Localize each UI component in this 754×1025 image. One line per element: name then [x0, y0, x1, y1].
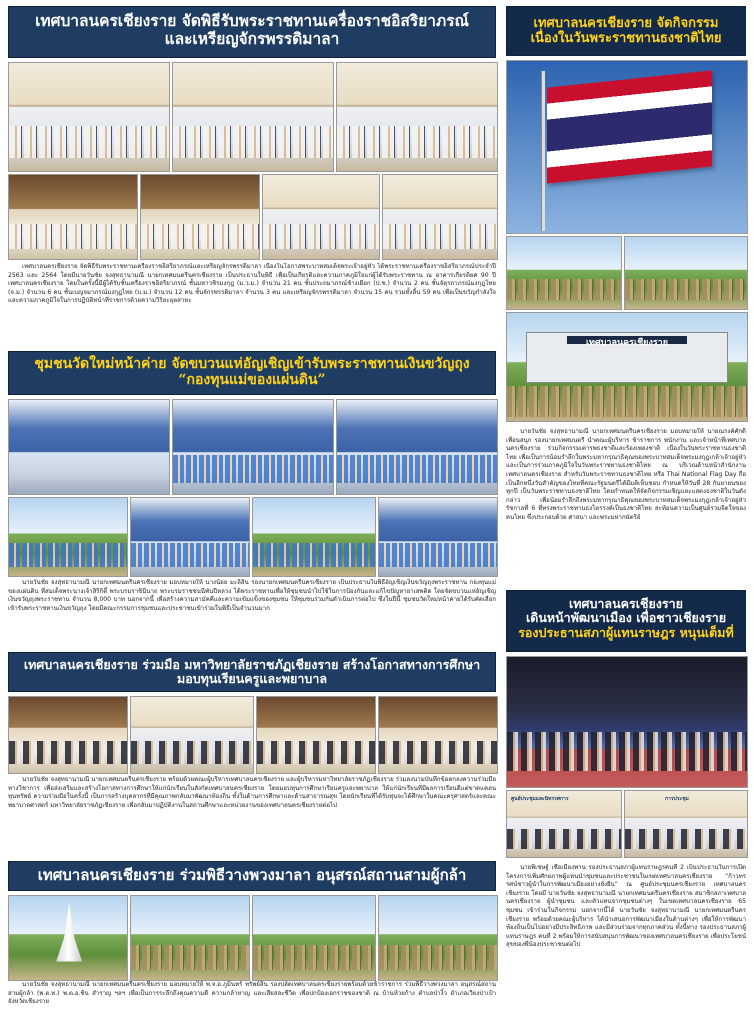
parade-photo: [130, 497, 250, 577]
signing-photo: [256, 696, 376, 774]
ceremony-photo: [172, 399, 334, 495]
assembly-photo: [624, 236, 748, 310]
section-royal-decorations: [8, 6, 496, 351]
title-line-2: “กองทุนแม่ของแผ่นดิน”: [178, 372, 326, 389]
title-line-1: เทศบาลนครเชียงราย ร่วมพิธีวางพวงมาลา อนุสรณ์สถานสามผู้กล้า: [37, 866, 467, 884]
article-body: [8, 263, 496, 351]
flag-pole: [541, 71, 545, 231]
monument-photo: [130, 895, 250, 981]
screen-caption: การประชุม: [665, 796, 689, 802]
title-line-1: ชุมชนวัดใหม่หน้าค่าย จัดขบวนแห่อัญเชิญเข้ารับพระราชทานเงินขวัญถุง: [34, 356, 470, 372]
title-line-2: เดินหน้าพัฒนาเมือง เพื่อชาวเชียงราย: [525, 610, 727, 626]
section-title: [506, 6, 746, 56]
flag-photo: [506, 60, 748, 234]
title-line-1: เทศบาลนครเชียงราย จัดพิธีรับพระราชทานเครื่องราชอิสริยาภรณ์: [35, 12, 469, 30]
section-community-fund: [8, 351, 496, 651]
ceremony-photo: [336, 399, 498, 495]
building-sign: เทศบาลนครเชียงราย: [567, 336, 687, 344]
title-line-1: เทศบาลนครเชียงราย ร่วมมือ มหาวิทยาลัยราชภัฏเชียงราย สร้างโอกาสทางการศึกษา: [23, 657, 481, 672]
article-paragraph: นายวันชัย จงสุทธานามณี นายกเทศมนตรีนครเชียงราย มอบหมายให้ นายณรงค์ศักดิ์ เพื่อนสนุก รองนายกเทศมนตรี นำคณะผู้บริหาร ข้าราชการ พนักงาน และเจ้าหน้าที่เทศบาลนครเชียงราย ร่วมกิจกรรมเคารพธงชาติและร้องเพลงชาติ เนื่องในวันพระราชทานธงชาติไทย เพื่อเป็นการน้อมรำลึกในพระมหากรุณาธิคุณของพระบาทสมเด็จพระมงกุฎเกล้าเจ้าอยู่หัว และเป็นการร่วมภาคภูมิใจในวันพระราชทานธงชาติไทย ณ บริเวณด้านหน้าสำนักงานเทศบาลนครเชียงราย สำหรับวันพระราชทานธงชาติไทย หรือ Thai National Flag Day ถือเป็นอีกหนึ่งวันสำคัญของไทยที่คณะรัฐมนตรีได้มีมติเห็นชอบ กำหนดให้วันที่ 28 กันยายนของทุกปี เป็นวันพระราชทานธงชาติไทย โดยกำหนดให้จัดกิจกรรมเชิญและแสดงธงชาติในวันดังกล่าว เพื่อน้อมรำลึกถึงพระมหากรุณาธิคุณของพระบาทสมเด็จพระมงกุฎเกล้าเจ้าอยู่หัว รัชกาลที่ 6 ที่ทรงพระราชทานธงไตรรงค์เป็นธงชาติไทย สะท้อนความเป็นศูนย์รวมจิตใจของคนไทย ซึ่งประกอบด้วย ศาสนา และพระมหากษัตริย์: [506, 428, 746, 521]
ceremony-photo: [336, 62, 498, 172]
photo-grid: [8, 891, 496, 981]
photo-stack: [506, 652, 746, 862]
title-line-3: รองประธานสภาผู้แทนราษฎร หนุนเต็มที่: [518, 624, 734, 640]
title-line-1: เทศบาลนครเชียงราย: [569, 596, 683, 611]
signing-photo: [378, 696, 498, 774]
monument-photo: [378, 895, 498, 981]
section-title: [8, 861, 496, 891]
signing-photo: [130, 696, 254, 774]
section-wreath-laying: [8, 861, 496, 1025]
parade-photo: [8, 497, 128, 577]
ceremony-photo: [8, 399, 170, 495]
parade-photo: [378, 497, 498, 577]
photo-grid: [8, 395, 496, 579]
ceremony-photo: [140, 174, 260, 260]
office-building: [526, 332, 728, 383]
article-body: [8, 579, 496, 651]
article-paragraph: นายวันชัย จงสุทธานามณี นายกเทศมนตรีนครเชียงราย พร้อมด้วยคณะผู้บริหารเทศบาลนครเชียงราย และผู้บริหารมหาวิทยาลัยราชภัฏเชียงราย ร่วมลงนามบันทึกข้อตกลงความร่วมมือทางวิชาการ เพื่อส่งเสริมและสร้างโอกาสทางการศึกษาให้แก่นักเรียนในสังกัดเทศบาลนครเชียงราย โดยมอบทุนการศึกษาเรียนครูและพยาบาล ให้แก่นักเรียนที่มีผลการเรียนดีแต่ขาดแคลนทุนทรัพย์ ความร่วมมือในครั้งนี้ เป็นการสร้างบุคลากรที่มีคุณภาพกลับมาพัฒนาท้องถิ่น ทั้งในด้านการศึกษาและด้านสาธารณสุข โดยนักเรียนที่ได้รับทุนจะได้ศึกษาในคณะครุศาสตร์และคณะพยาบาลศาสตร์ มหาวิทยาลัยราชภัฏเชียงราย เพื่อกลับมาปฏิบัติงานในสถานศึกษาและหน่วยงานของเทศบาลนครเชียงรายต่อไป: [8, 776, 496, 809]
title-line-2: เนื่องในวันพระราชทานธงชาติไทย: [530, 30, 722, 46]
section-title: [8, 652, 496, 692]
ceremony-photo: [262, 174, 380, 260]
article-body: [8, 981, 496, 1025]
meeting-hall-photo: [506, 656, 748, 788]
ceremony-photo: [8, 62, 170, 172]
monument-photo: [8, 895, 128, 981]
ceremony-photo: [8, 174, 138, 260]
ceremony-photo: [172, 62, 334, 172]
section-flag-day: [506, 6, 746, 578]
article-paragraph: นายวันชัย จงสุทธานามณี นายกเทศมนตรีนครเชียงราย มอบหมายให้ นางน้อย มะลิสิน รองนายกเทศมนตรีนครเชียงราย เป็นประธานในพิธีอัญเชิญเงินขวัญถุงพระราชทาน กองทุนแม่ของแผ่นดิน ที่สมเด็จพระนางเจ้าสิริกิติ์ พระบรมราชินีนาถ พระบรมราชชนนีพันปีหลวง ได้พระราชทานเพื่อให้ชุมชนนำไปใช้ในการป้องกันและแก้ไขปัญหายาเสพติด โดยจัดขบวนแห่อัญเชิญเงินขวัญถุงพระราชทาน จำนวน 8,000 บาท นอกจากนี้ เพื่อสร้างความสามัคคีและความเข้มแข็งของชุมชน ให้ชุมชนร่วมกันดำเนินการต่อไป ซึ่งในปีนี้ ชุมชนวัดใหม่หน้าค่ายได้รับคัดเลือกเข้ารับพระราชทานเงินขวัญถุง โดยมีคณะกรรมการชุมชนและประชาชนเข้าร่วมในพิธีเป็นจำนวนมาก: [8, 579, 496, 612]
article-body: [506, 864, 746, 1024]
section-education-cooperation: [8, 652, 496, 862]
article-body: [506, 428, 746, 578]
ceremony-photo: [382, 174, 498, 260]
signing-photo: [8, 696, 128, 774]
article-paragraph: เทศบาลนครเชียงราย จัดพิธีรับพระราชทานเครื่องราชอิสริยาภรณ์และเหรียญจักรพรรดิมาลา เนื่องในโอกาสพระบาทสมเด็จพระเจ้าอยู่หัว ได้พระราชทานเครื่องราชอิสริยาภรณ์ประจำปี 2563 และ 2564 โดยมีนายวันชัย จงสุทธานามณี นายกเทศมนตรีนครเชียงราย เป็นประธานในพิธี เพื่อเป็นเกียรติและความภาคภูมิใจแก่ผู้ได้รับพระราชทาน ณ อาคารเกียรติยศ 90 ปี เทศบาลนครเชียงราย โดยในครั้งนี้มีผู้ได้รับชั้นเครื่องราชอิสริยาภรณ์ ชั้นมหาวชิรมงกุฎ (ม.ว.ม.) จำนวน 21 คน ชั้นประถมาภรณ์ช้างเผือก (ป.ช.) จำนวน 2 คน ชั้นจัตุรถาภรณ์มงกุฎไทย (จ.ม.) จำนวน 6 คน ชั้นเบญจมาภรณ์มงกุฎไทย (บ.ม.) จำนวน 12 คน ชั้นจักรพรรดิมาลา จำนวน 3 คน และเหรียญจักรพรรดิมาลา จำนวน 15 คน รวมทั้งสิ้น 59 คน เพื่อเป็นขวัญกำลังใจและความภาคภูมิใจในการปฏิบัติหน้าที่ราชการด้วยความวิริยะอุตสาหะ: [8, 263, 496, 305]
parade-photo: [252, 497, 376, 577]
photo-grid: [8, 58, 496, 263]
seminar-photo: [624, 790, 748, 858]
screen-caption: ศูนย์ประชุมและนิทรรศการ: [511, 796, 569, 802]
office-building-photo: [506, 312, 748, 422]
article-body: [8, 776, 496, 862]
title-line-2: มอบทุนเรียนครูและพยาบาล: [176, 671, 328, 687]
thai-flag-image: [547, 70, 712, 183]
section-title: [8, 6, 496, 58]
title-line-1: เทศบาลนครเชียงราย จัดกิจกรรม: [533, 16, 719, 31]
photo-grid: [8, 692, 496, 776]
section-title: [8, 351, 496, 395]
section-title: [506, 590, 746, 652]
seminar-photo: [506, 790, 622, 858]
article-paragraph: นายพิเชษฐ์ เชื้อเมืองพาน รองประธานสภาผู้แทนราษฎรคนที่ 2 เป็นประธานในการเปิด โครงการเพิ่มศักยภาพผู้แทนนำชุมชนและประชาชนในเขตเทศบาลนครเชียงราย “ก้าวทรรศน์ชาวผู้นำในการพัฒนาเมืองอย่างยั่งยืน” ณ ศูนย์ประชุมนครเชียงราย เทศบาลนครเชียงราย โดยมี นายวันชัย จงสุทธานามณี นายกเทศมนตรีนครเชียงราย สมาชิกสภาเทศบาลนครเชียงราย ผู้นำชุมชน และตัวแทนจากชุมชนต่างๆ ในเขตเทศบาลนครเชียงราย 65 ชุมชน เข้าร่วมในกิจกรรม นอกจากนี้ได้ นายวันชัย จงสุทธานามณี นายกเทศมนตรีนครเชียงราย พร้อมด้วยคณะผู้บริหาร ได้นำเสนอการพัฒนาเมืองในด้านต่างๆ เพื่อให้การพัฒนาท้องถิ่นเป็นไปอย่างมีประสิทธิภาพ และมีส่วนร่วมจากทุกภาคส่วน ทั้งนี้ทาง รองประธานสภาผู้แทนราษฎร คนที่ 2 พร้อมให้การสนับสนุนการพัฒนาของเทศบาลนครเชียงราย เพื่อประโยชน์สุขของพี่น้องประชาชนต่อไป: [506, 864, 746, 949]
assembly-photo: [506, 236, 622, 310]
title-line-2: และเหรียญจักรพรรดิมาลา: [164, 29, 340, 48]
section-city-development: [506, 590, 746, 1024]
photo-stack: [506, 56, 746, 426]
monument-photo: [252, 895, 376, 981]
article-paragraph: นายวันชัย จงสุทธานามณี นายกเทศมนตรีนครเชียงราย มอบหมายให้ พ.จ.อ.ภูมินทร์ ทรัพย์สิน รองปลัดเทศบาลนครเชียงรายพร้อมด้วยข้าราชการ ร่วมพิธีวางพวงมาลา อนุสรณ์สถานสามผู้กล้า (พ.ต.ท.) พ.ต.อ.ชิน สำราญ ฯลฯ เพื่อเป็นการระลึกถึงคุณความดี ความกล้าหาญ และเสียสละชีวิต เพื่อปกป้องเอกราชของชาติ ณ บ้านห้วยก้าง ตำบลป่างิ้ว อำเภอเวียงป่าเป้า จังหวัดเชียงราย: [8, 981, 496, 1006]
